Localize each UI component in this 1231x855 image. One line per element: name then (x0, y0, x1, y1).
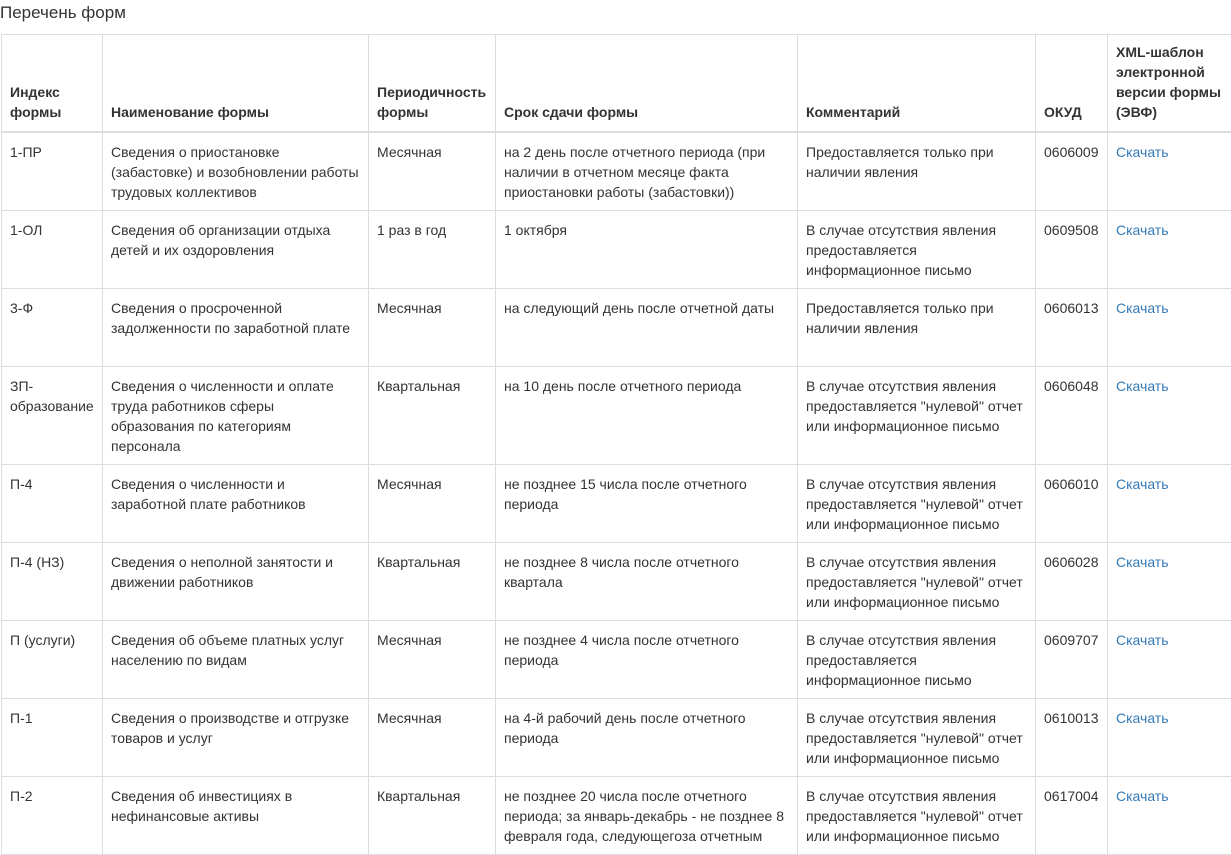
table-row (2, 465, 1231, 543)
cell-periodicity: Месячная (369, 132, 496, 211)
header-deadline: Срок сдачи формы (496, 35, 798, 133)
cell-periodicity: Квартальная (369, 543, 496, 621)
cell-deadline: на 4-й рабочий день после отчетного периода (496, 699, 798, 777)
cell-download (1108, 621, 1231, 699)
cell-name: Сведения о приостановке (забастовке) и возобновлении работы трудовых коллективов (103, 132, 369, 211)
table-body (2, 132, 1231, 855)
cell-comment: В случае отсутствия явления предоставляется "нулевой" отчет или информационное письмо (798, 777, 1036, 855)
download-link[interactable]: Скачать (1116, 144, 1169, 160)
cell-name: Сведения о производстве и отгрузке товаров и услуг (103, 699, 369, 777)
cell-periodicity: Месячная (369, 289, 496, 367)
cell-comment: Предоставляется только при наличии явления (798, 289, 1036, 367)
table-row (2, 621, 1231, 699)
forms-table-wrapper (1, 34, 1231, 855)
table-row (2, 777, 1231, 855)
cell-okud: 0609508 (1036, 211, 1108, 289)
cell-comment: В случае отсутствия явления предоставляется "нулевой" отчет или информационное письмо (798, 699, 1036, 777)
cell-download (1108, 367, 1231, 465)
cell-okud: 0606009 (1036, 132, 1108, 211)
cell-deadline: на следующий день после отчетной даты (496, 289, 798, 367)
cell-okud: 0606010 (1036, 465, 1108, 543)
cell-name: Сведения об инвестициях в нефинансовые активы (103, 777, 369, 855)
cell-comment: В случае отсутствия явления предоставляется "нулевой" отчет или информационное письмо (798, 367, 1036, 465)
cell-okud: 0610013 (1036, 699, 1108, 777)
download-link[interactable]: Скачать (1116, 788, 1169, 804)
cell-deadline: на 10 день после отчетного периода (496, 367, 798, 465)
table-row (2, 543, 1231, 621)
cell-comment: В случае отсутствия явления предоставляется "нулевой" отчет или информационное письмо (798, 543, 1036, 621)
cell-download (1108, 132, 1231, 211)
cell-deadline: на 2 день после отчетного периода (при наличии в отчетном месяце факта приостановки работы (забастовки)) (496, 132, 798, 211)
cell-deadline: 1 октября (496, 211, 798, 289)
table-row (2, 699, 1231, 777)
cell-name: Сведения о численности и оплате труда работников сферы образования по категориям персонала (103, 367, 369, 465)
cell-periodicity: Месячная (369, 699, 496, 777)
cell-okud: 0617004 (1036, 777, 1108, 855)
header-comment: Комментарий (798, 35, 1036, 133)
cell-index: П (услуги) (2, 621, 103, 699)
header-okud: ОКУД (1036, 35, 1108, 133)
header-xml-template: XML-шаблон электронной версии формы (ЭВФ) (1108, 35, 1231, 133)
table-header (2, 35, 1231, 133)
forms-table (1, 34, 1231, 855)
table-row (2, 367, 1231, 465)
cell-comment: Предоставляется только при наличии явления (798, 132, 1036, 211)
cell-okud: 0606048 (1036, 367, 1108, 465)
table-row (2, 211, 1231, 289)
cell-periodicity: Месячная (369, 465, 496, 543)
cell-index: П-1 (2, 699, 103, 777)
download-link[interactable]: Скачать (1116, 222, 1169, 238)
cell-okud: 0609707 (1036, 621, 1108, 699)
cell-download (1108, 543, 1231, 621)
header-periodicity: Периодичность формы (369, 35, 496, 133)
header-name: Наименование формы (103, 35, 369, 133)
cell-index: 3-Ф (2, 289, 103, 367)
table-row (2, 132, 1231, 211)
cell-okud: 0606013 (1036, 289, 1108, 367)
cell-periodicity: Квартальная (369, 777, 496, 855)
cell-comment: В случае отсутствия явления предоставляется "нулевой" отчет или информационное письмо (798, 465, 1036, 543)
cell-name: Сведения об организации отдыха детей и их оздоровления (103, 211, 369, 289)
page-title: Перечень форм (0, 3, 126, 23)
cell-download (1108, 465, 1231, 543)
cell-periodicity: Месячная (369, 621, 496, 699)
cell-name: Сведения о просроченной задолженности по заработной плате (103, 289, 369, 367)
download-link[interactable]: Скачать (1116, 476, 1169, 492)
table-row (2, 289, 1231, 367)
cell-deadline: не позднее 15 числа после отчетного периода (496, 465, 798, 543)
cell-name: Сведения об объеме платных услуг населению по видам (103, 621, 369, 699)
header-row (2, 35, 1231, 133)
cell-index: 1-ОЛ (2, 211, 103, 289)
download-link[interactable]: Скачать (1116, 378, 1169, 394)
cell-index: П-4 (НЗ) (2, 543, 103, 621)
cell-deadline: не позднее 20 числа после отчетного периода; за январь-декабрь - не позднее 8 февраля года, следующегоза отчетным (496, 777, 798, 855)
cell-download (1108, 211, 1231, 289)
cell-download (1108, 699, 1231, 777)
download-link[interactable]: Скачать (1116, 632, 1169, 648)
download-link[interactable]: Скачать (1116, 300, 1169, 316)
cell-comment: В случае отсутствия явления предоставляется информационное письмо (798, 621, 1036, 699)
cell-okud: 0606028 (1036, 543, 1108, 621)
download-link[interactable]: Скачать (1116, 710, 1169, 726)
cell-download (1108, 777, 1231, 855)
cell-name: Сведения о неполной занятости и движении работников (103, 543, 369, 621)
cell-periodicity: Квартальная (369, 367, 496, 465)
cell-index: ЗП-образование (2, 367, 103, 465)
cell-index: П-2 (2, 777, 103, 855)
cell-name: Сведения о численности и заработной плате работников (103, 465, 369, 543)
cell-periodicity: 1 раз в год (369, 211, 496, 289)
header-index: Индекс формы (2, 35, 103, 133)
cell-deadline: не позднее 8 числа после отчетного квартала (496, 543, 798, 621)
cell-comment: В случае отсутствия явления предоставляется информационное письмо (798, 211, 1036, 289)
cell-index: П-4 (2, 465, 103, 543)
cell-index: 1-ПР (2, 132, 103, 211)
cell-deadline: не позднее 4 числа после отчетного периода (496, 621, 798, 699)
cell-download (1108, 289, 1231, 367)
download-link[interactable]: Скачать (1116, 554, 1169, 570)
